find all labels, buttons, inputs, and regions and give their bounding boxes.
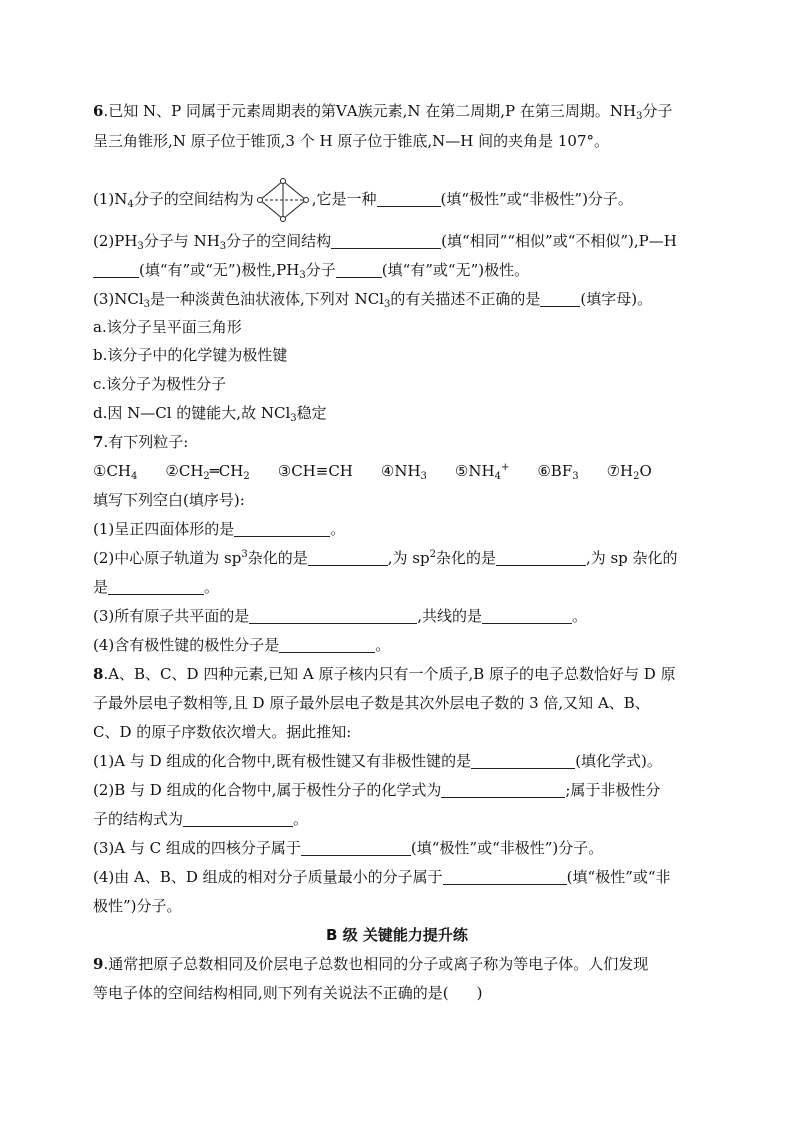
q7-blank-6[interactable] [482,607,572,624]
q8-part3: (3)A 与 C 组成的四核分子属于 (填“极性”或“非极性”)分子。 [93,839,604,857]
q8-number: 8 [93,665,104,683]
q8-part4-line1: (4)由 A、B、D 组成的相对分子质量最小的分子属于 (填“极性”或“非 [93,868,671,886]
q8-blank-4[interactable] [301,839,411,856]
q8-blank-3[interactable] [183,810,293,827]
q9-line2: 等电子体的空间结构相同,则下列有关说法不正确的是( ) [93,984,483,1002]
q7-intro: 7.有下列粒子: [93,433,189,451]
q7-part2-line1: (2)中心原子轨道为 $sp^3$杂化的是 ,为 $sp^2$杂化的是 ,为 sp 杂化的 [93,549,678,567]
particle-3: ③CH≡CH [277,462,353,480]
n4-tetrahedron-icon [256,178,310,222]
q7-part1: (1)呈正四面体形的是 。 [93,520,346,538]
particle-6: $⑥BF_3$ [537,462,579,482]
q6-intro-line2: 呈三角锥形,N 原子位于锥顶,3 个 H 原子位于锥底,N—H 间的夹角是 107°。 [93,132,610,150]
q6-blank-4[interactable] [336,261,382,278]
q7-part3: (3)所有原子共平面的是 ,共线的是 。 [93,607,588,625]
q7-part4: (4)含有极性键的极性分子是 。 [93,636,391,654]
q6-option-b: b.该分子中的化学键为极性键 [93,346,288,364]
particle-7: $⑦H_2O$ [606,462,652,482]
q8-blank-2[interactable] [441,781,565,798]
q7-blank-1[interactable] [234,520,330,537]
q6-part1: $(1)N_4$分子的空间结构为 ,它是一种 (填“极性”或“非极性”)分子。 [93,178,633,222]
q8-part4-line2: 极性”)分子。 [93,897,182,915]
q6-part2-line1: $(2)PH_3$分子与 $NH_3$分子的空间结构 (填“相同”“相似”或“不相似”),P—H [93,232,677,252]
q7-blank-4[interactable] [108,578,204,595]
q6-blank-2[interactable] [331,232,441,249]
q8-part2-line1: (2)B 与 D 组成的化合物中,属于极性分子的化学式为 ;属于非极性分 [93,781,661,799]
q6-part2-line2: (填“有”或“无”)极性$,PH_3$分子 (填“有”或“无”)极性。 [93,260,529,280]
q6-option-a: a.该分子呈平面三角形 [93,318,242,336]
q8-part1: (1)A 与 D 组成的化合物中,既有极性键又有非极性键的是 (填化学式)。 [93,752,662,770]
particle-4: $④NH_3$ [380,462,427,482]
particle-1: $①CH_4$ [93,462,138,482]
q8-intro-line3: C、D 的原子序数依次增大。据此推知: [93,723,352,741]
q6-blank-3[interactable] [93,261,139,278]
q7-instruction: 填写下列空白(填序号): [93,491,245,509]
q6-intro-line1: 6.已知 N、P 同属于元素周期表的第ⅤA族元素,N 在第二周期,P 在第三周期。$NH_3$分子 [93,102,673,122]
section-heading: B 级 关键能力提升练 [326,926,468,944]
q8-intro-line1: 8.A、B、C、D 四种元素,已知 A 原子核内只有一个质子,B 原子的电子总数恰好与 D 原 [93,665,676,683]
q8-part2-line2: 子的结构式为 。 [93,810,309,828]
q7-blank-2[interactable] [308,549,388,566]
q6-blank-1[interactable] [377,190,441,207]
q7-blank-5[interactable] [249,607,417,624]
q6-number: 6 [93,102,104,120]
q7-number: 7 [93,433,104,451]
q6-blank-5[interactable] [540,290,580,307]
q8-blank-5[interactable] [443,868,567,885]
particle-5: $⑤NH_4^+$ [454,462,510,482]
q7-blank-7[interactable] [279,636,375,653]
q6-option-d: d.因 N—Cl 的键能大,故 NCl$_3$稳定 [93,404,327,424]
particle-2: $②CH_2═CH_2$ [165,462,250,482]
q9-line1: 9.通常把原子总数相同及价层电子总数也相同的分子或离子称为等电子体。人们发现 [93,955,649,973]
q7-part2-line2: 是 。 [93,578,220,596]
q6-part3: (3)NCl$_3$是一种淡黄色油状液体,下列对 NCl$_3$的有关描述不正确的是 (填字母)。 [93,290,653,310]
q6-option-c: c.该分子为极性分子 [93,375,227,393]
q8-blank-1[interactable] [471,752,575,769]
q9-number: 9 [93,955,104,973]
q7-particle-list [93,461,652,481]
q8-intro-line2: 子最外层电子数相等,且 D 原子最外层电子数是其次外层电子数的 3 倍,又知 A、B、 [93,694,650,712]
q7-blank-3[interactable] [496,549,586,566]
